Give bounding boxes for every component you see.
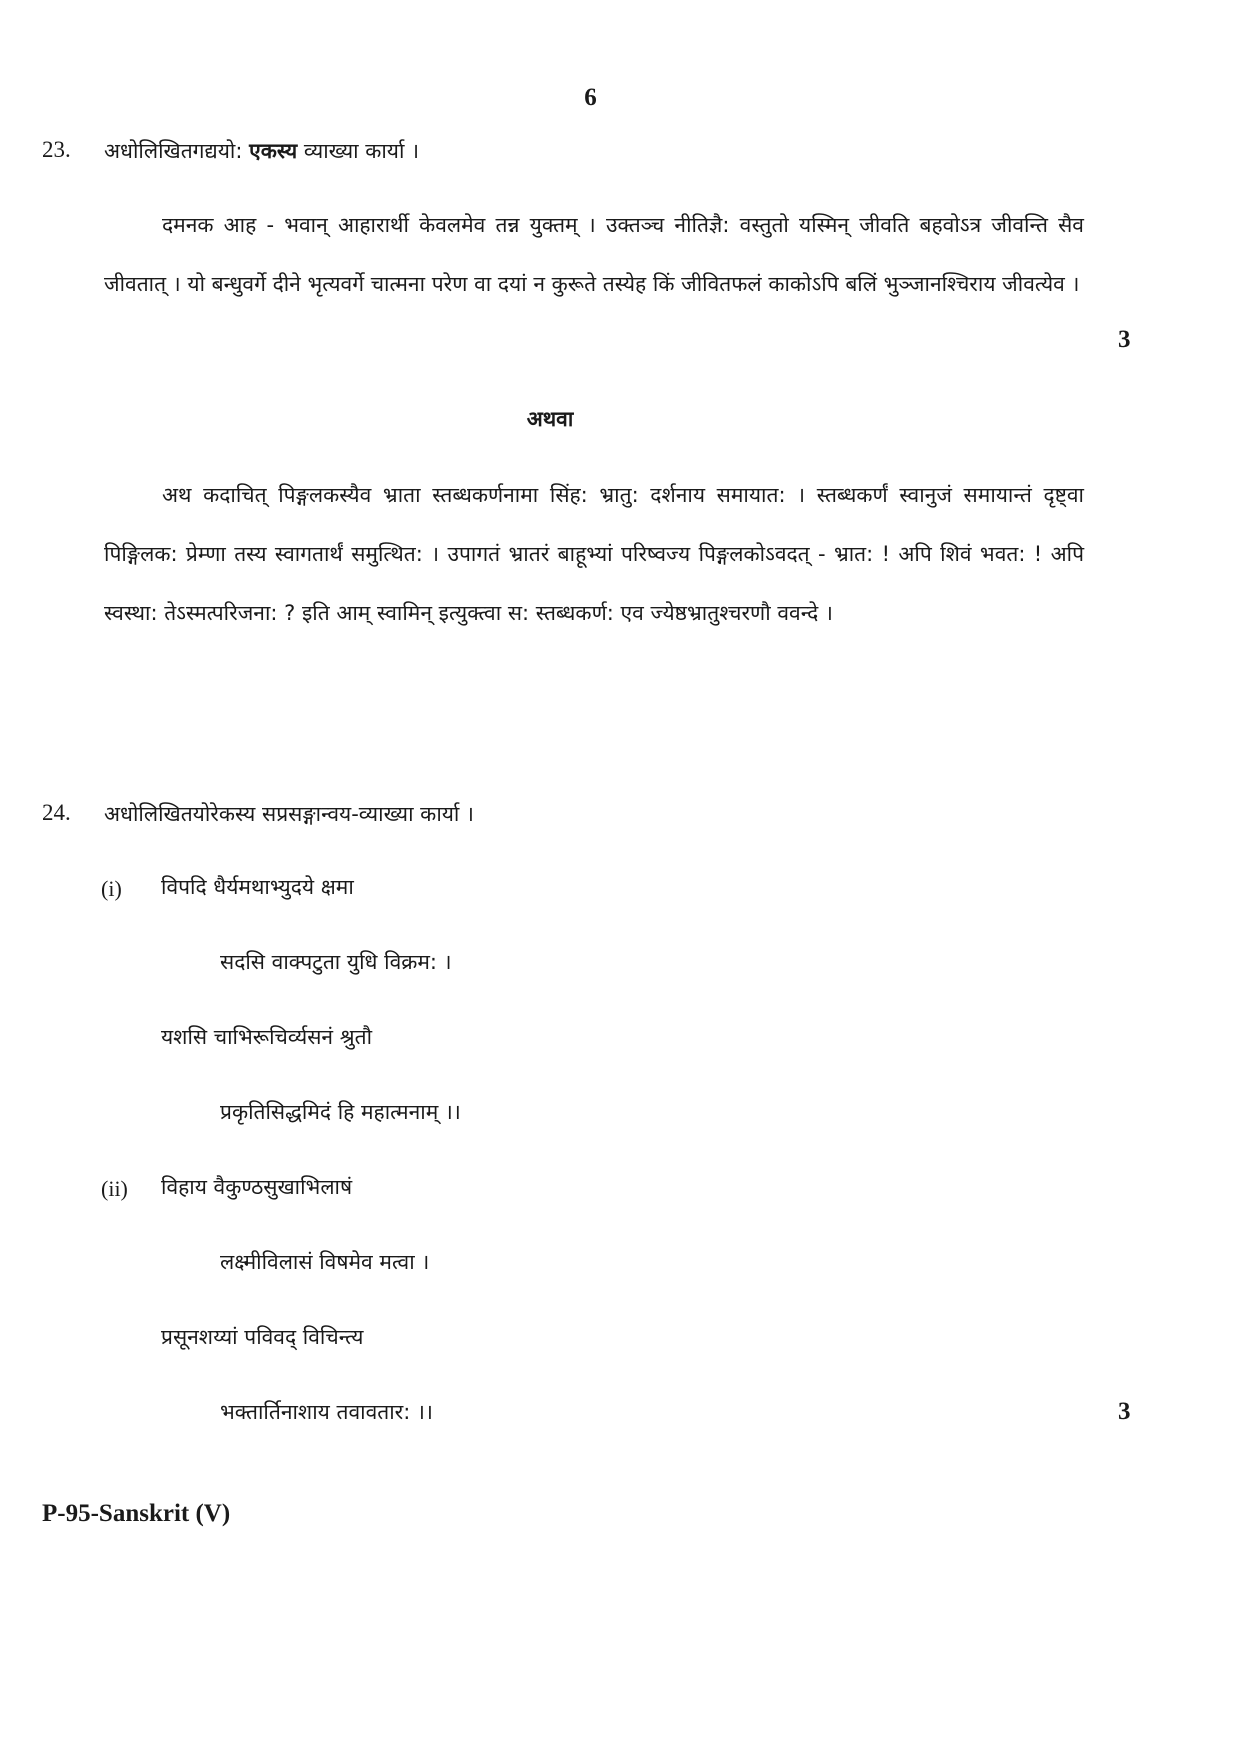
verse-1-label: (i) (101, 876, 122, 901)
verse-1-line-1: विपदि धैर्यमथाभ्युदये क्षमा (161, 875, 354, 899)
question-24-number: 24. (42, 800, 71, 825)
instruction-pre: अधोलिखितगद्ययो: (104, 139, 250, 163)
question-23-number: 23. (42, 137, 71, 162)
page-number: 6 (584, 84, 597, 111)
verse-1-line-2: सदसि वाक्पटुता युधि विक्रम: । (220, 950, 452, 974)
paper-code-footer: P-95-Sanskrit (V) (42, 1500, 231, 1527)
verse-2-line-2: लक्ष्मीविलासं विषमेव मत्वा । (220, 1250, 430, 1274)
instruction-bold: एकस्य (249, 139, 298, 163)
verse-1-line-4: प्रकृतिसिद्धमिदं हि महात्मनाम् ।। (220, 1100, 461, 1124)
question-23-passage-2: अथ कदाचित् पिङ्गलकस्यैव भ्राता स्तब्धकर्णनामा सिंह: भ्रातु: दर्शनाय समायात: । स्तब्धकर्णं स्वानुजं समायान्तं दृष्ट्वा पिङ्गिलक: प्रेम्णा तस्य स्वागतार्थं समुत्थित: । उपागतं भ्रातरं बाहूभ्यां परिष्वज्य पिङ्गलकोऽवदत् - भ्रात: ! अपि शिवं भवत: ! अपि स्वस्था: तेऽस्मत्परिजना: ? इति आम् स्वामिन् इत्युक्त्वा स: स्तब्धकर्ण: एव ज्येष्ठभ्रातुश्चरणौ ववन्दे । (104, 483, 1084, 625)
verse-2-line-3: प्रसूनशय्यां पविवद् विचिन्त्य (161, 1325, 364, 1349)
verse-2-line-4: भक्तार्तिनाशाय तवावतार: ।। (220, 1400, 433, 1424)
instruction-post: व्याख्या कार्या । (297, 139, 420, 163)
question-24-marks: 3 (1118, 1398, 1131, 1425)
question-23-instruction (104, 137, 419, 165)
question-23-marks: 3 (1118, 326, 1131, 353)
verse-1-line-3: यशसि चाभिरूचिर्व्यसनं श्रुतौ (161, 1025, 373, 1049)
question-23-passage-1: दमनक आह - भवान् आहारार्थी केवलमेव तन्न युक्तम् । उक्तञ्च नीतिज्ञै: वस्तुतो यस्मिन् जीवति बहवोऽत्र जीवन्ति सैव जीवतात् । यो बन्धुवर्गे दीने भृत्यवर्गे चात्मना परेण वा दयां न कुरूते तस्येह किं जीवितफलं काकोऽपि बलिं भुञ्जानश्चिराय जीवत्येव । (104, 213, 1084, 296)
verse-2-label: (ii) (101, 1176, 128, 1201)
verse-2-line-1: विहाय वैकुण्ठसुखाभिलाषं (161, 1175, 353, 1199)
or-heading: अथवा (526, 407, 574, 431)
question-24-instruction: अधोलिखितयोरेकस्य सप्रसङ्गान्वय-व्याख्या कार्या । (104, 802, 475, 826)
